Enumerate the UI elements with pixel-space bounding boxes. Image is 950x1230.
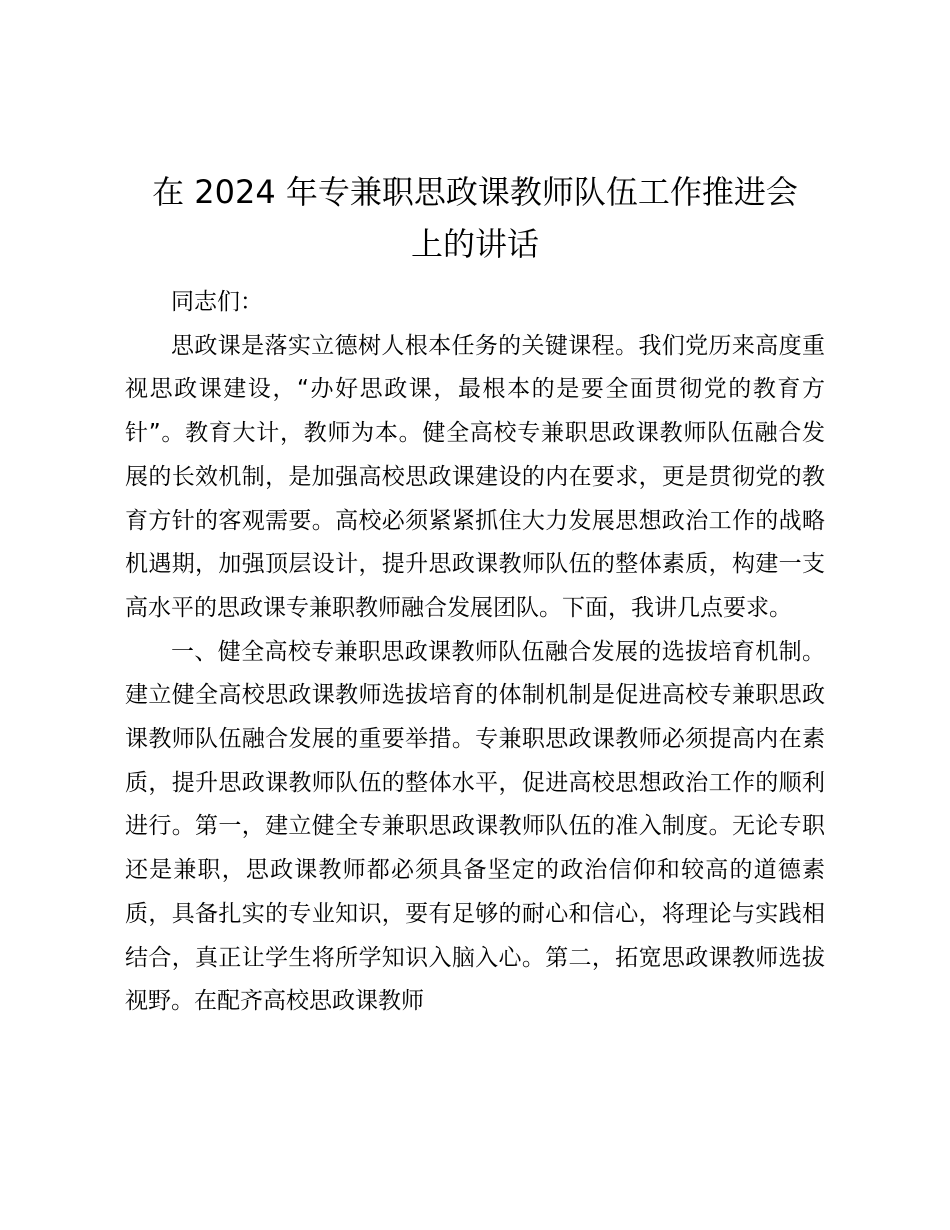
document-title-line-2: 上的讲话 xyxy=(410,225,539,263)
salutation: 同志们： xyxy=(171,289,263,315)
document-title-line-1: 在 2024 年专兼职思政课教师队伍工作推进会 xyxy=(152,173,798,211)
paragraph-section-one: 一、健全高校专兼职思政课教师队伍融合发展的选拔培育机制。建立健全高校思政课教师选拔培育的体制机制是促进高校专兼职思政课教师队伍融合发展的重要举措。专兼职思政课教师必须提高内在素质，提升思政课教师队伍的整体水平，促进高校思想政治工作的顺利进行。第一，建立健全专兼职思政课教师队伍的准入制度。无论专职还是兼职，思政课教师都必须具备坚定的政治信仰和较高的道德素质，具备扎实的专业知识，要有足够的耐心和信心，将理论与实践相结合，真正让学生将所学知识入脑入心。第二，拓宽思政课教师选拔视野。在配齐高校思政课教师 xyxy=(125,638,825,1015)
document-body xyxy=(125,281,825,1024)
paragraph-intro: 思政课是落实立德树人根本任务的关键课程。我们党历来高度重视思政课建设，“办好思政课，最根本的是要全面贯彻党的教育方针”。教育大计，教师为本。健全高校专兼职思政课教师队伍融合发展的长效机制，是加强高校思政课建设的内在要求，更是贯彻党的教育方针的客观需要。高校必须紧紧抓住大力发展思想政治工作的战略机遇期，加强顶层设计，提升思政课教师队伍的整体素质，构建一支高水平的思政课专兼职教师融合发展团队。下面，我讲几点要求。 xyxy=(125,332,825,621)
document-title xyxy=(125,166,825,270)
